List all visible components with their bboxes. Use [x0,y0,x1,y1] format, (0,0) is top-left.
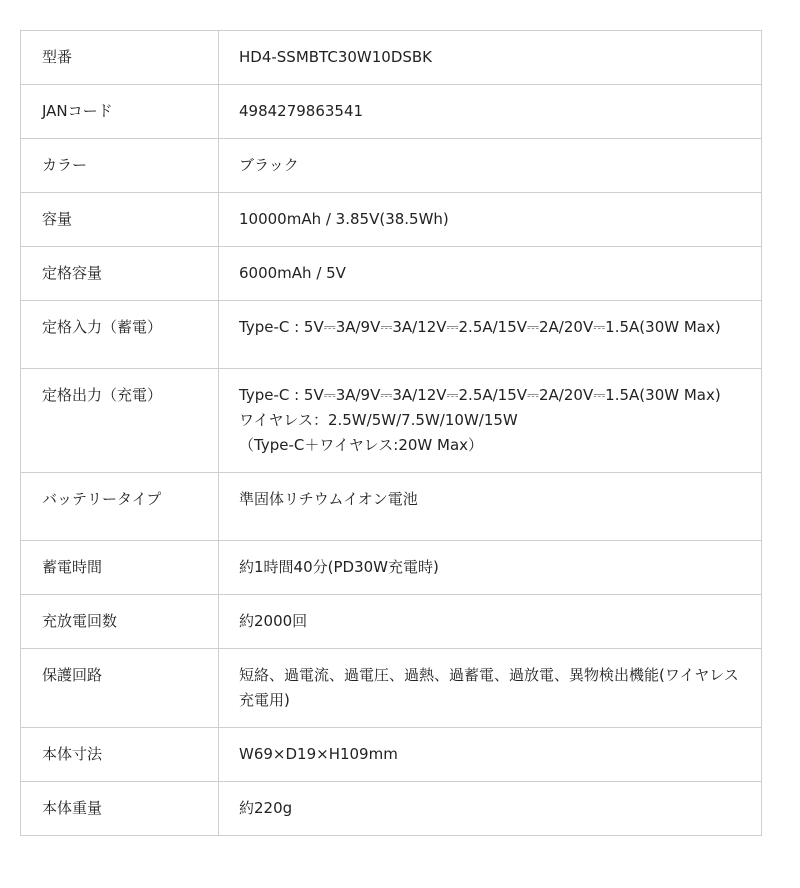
spec-label: 本体重量 [21,782,219,836]
spec-label: 蓄電時間 [21,541,219,595]
spec-table [20,30,762,836]
spec-label: JANコード [21,85,219,139]
spec-value [219,728,762,782]
spec-label: 定格出力（充電） [21,369,219,473]
spec-value-line: HD4-SSMBTC30W10DSBK [239,48,433,66]
spec-row-jan-code [21,85,762,139]
spec-value [219,369,762,473]
spec-row-cycle-count [21,595,762,649]
spec-row-battery-type [21,473,762,541]
spec-value-line: 4984279863541 [239,102,364,120]
spec-value-line: 10000mAh / 3.85V(38.5Wh) [239,210,449,228]
spec-value-line: 6000mAh / 5V [239,264,346,282]
spec-label: 型番 [21,31,219,85]
spec-label: バッテリータイプ [21,473,219,541]
spec-row-charge-time [21,541,762,595]
spec-label: 定格入力（蓄電） [21,301,219,369]
spec-row-rated-input [21,301,762,369]
spec-row-protection-circuit [21,649,762,728]
spec-label: 本体寸法 [21,728,219,782]
spec-value [219,649,762,728]
spec-value [219,595,762,649]
spec-value [219,301,762,369]
spec-label: 保護回路 [21,649,219,728]
spec-value-line: ワイヤレス：2.5W/5W/7.5W/10W/15W [239,411,518,429]
spec-label: 容量 [21,193,219,247]
spec-value-line: 約1時間40分(PD30W充電時) [239,558,439,576]
spec-value-line: Type-C : 5V⎓3A/9V⎓3A/12V⎓2.5A/15V⎓2A/20V⎓1.5A(30W Max) [239,386,721,404]
spec-row-dimensions [21,728,762,782]
spec-value [219,139,762,193]
spec-value-line: 約2000回 [239,612,308,630]
spec-value [219,782,762,836]
spec-value [219,541,762,595]
spec-value [219,85,762,139]
spec-label: 充放電回数 [21,595,219,649]
spec-value-line: 約220g [239,799,293,817]
spec-value [219,247,762,301]
spec-value-line: Type-C : 5V⎓3A/9V⎓3A/12V⎓2.5A/15V⎓2A/20V⎓1.5A(30W Max) [239,318,721,336]
spec-value-line: ブラック [239,156,299,174]
spec-row-rated-output [21,369,762,473]
spec-row-model-number [21,31,762,85]
spec-value-line: （Type-C＋ワイヤレス:20W Max） [239,436,484,454]
spec-row-capacity [21,193,762,247]
spec-value-line: W69×D19×H109mm [239,745,398,763]
spec-row-weight [21,782,762,836]
spec-value [219,31,762,85]
spec-value [219,473,762,541]
spec-value-line: 短絡、過電流、過電圧、過熱、過蓄電、過放電、異物検出機能(ワイヤレス充電用) [239,666,739,709]
spec-label: カラー [21,139,219,193]
spec-row-color [21,139,762,193]
spec-value-line: 準固体リチウムイオン電池 [239,490,418,508]
spec-row-rated-capacity [21,247,762,301]
spec-value [219,193,762,247]
spec-label: 定格容量 [21,247,219,301]
